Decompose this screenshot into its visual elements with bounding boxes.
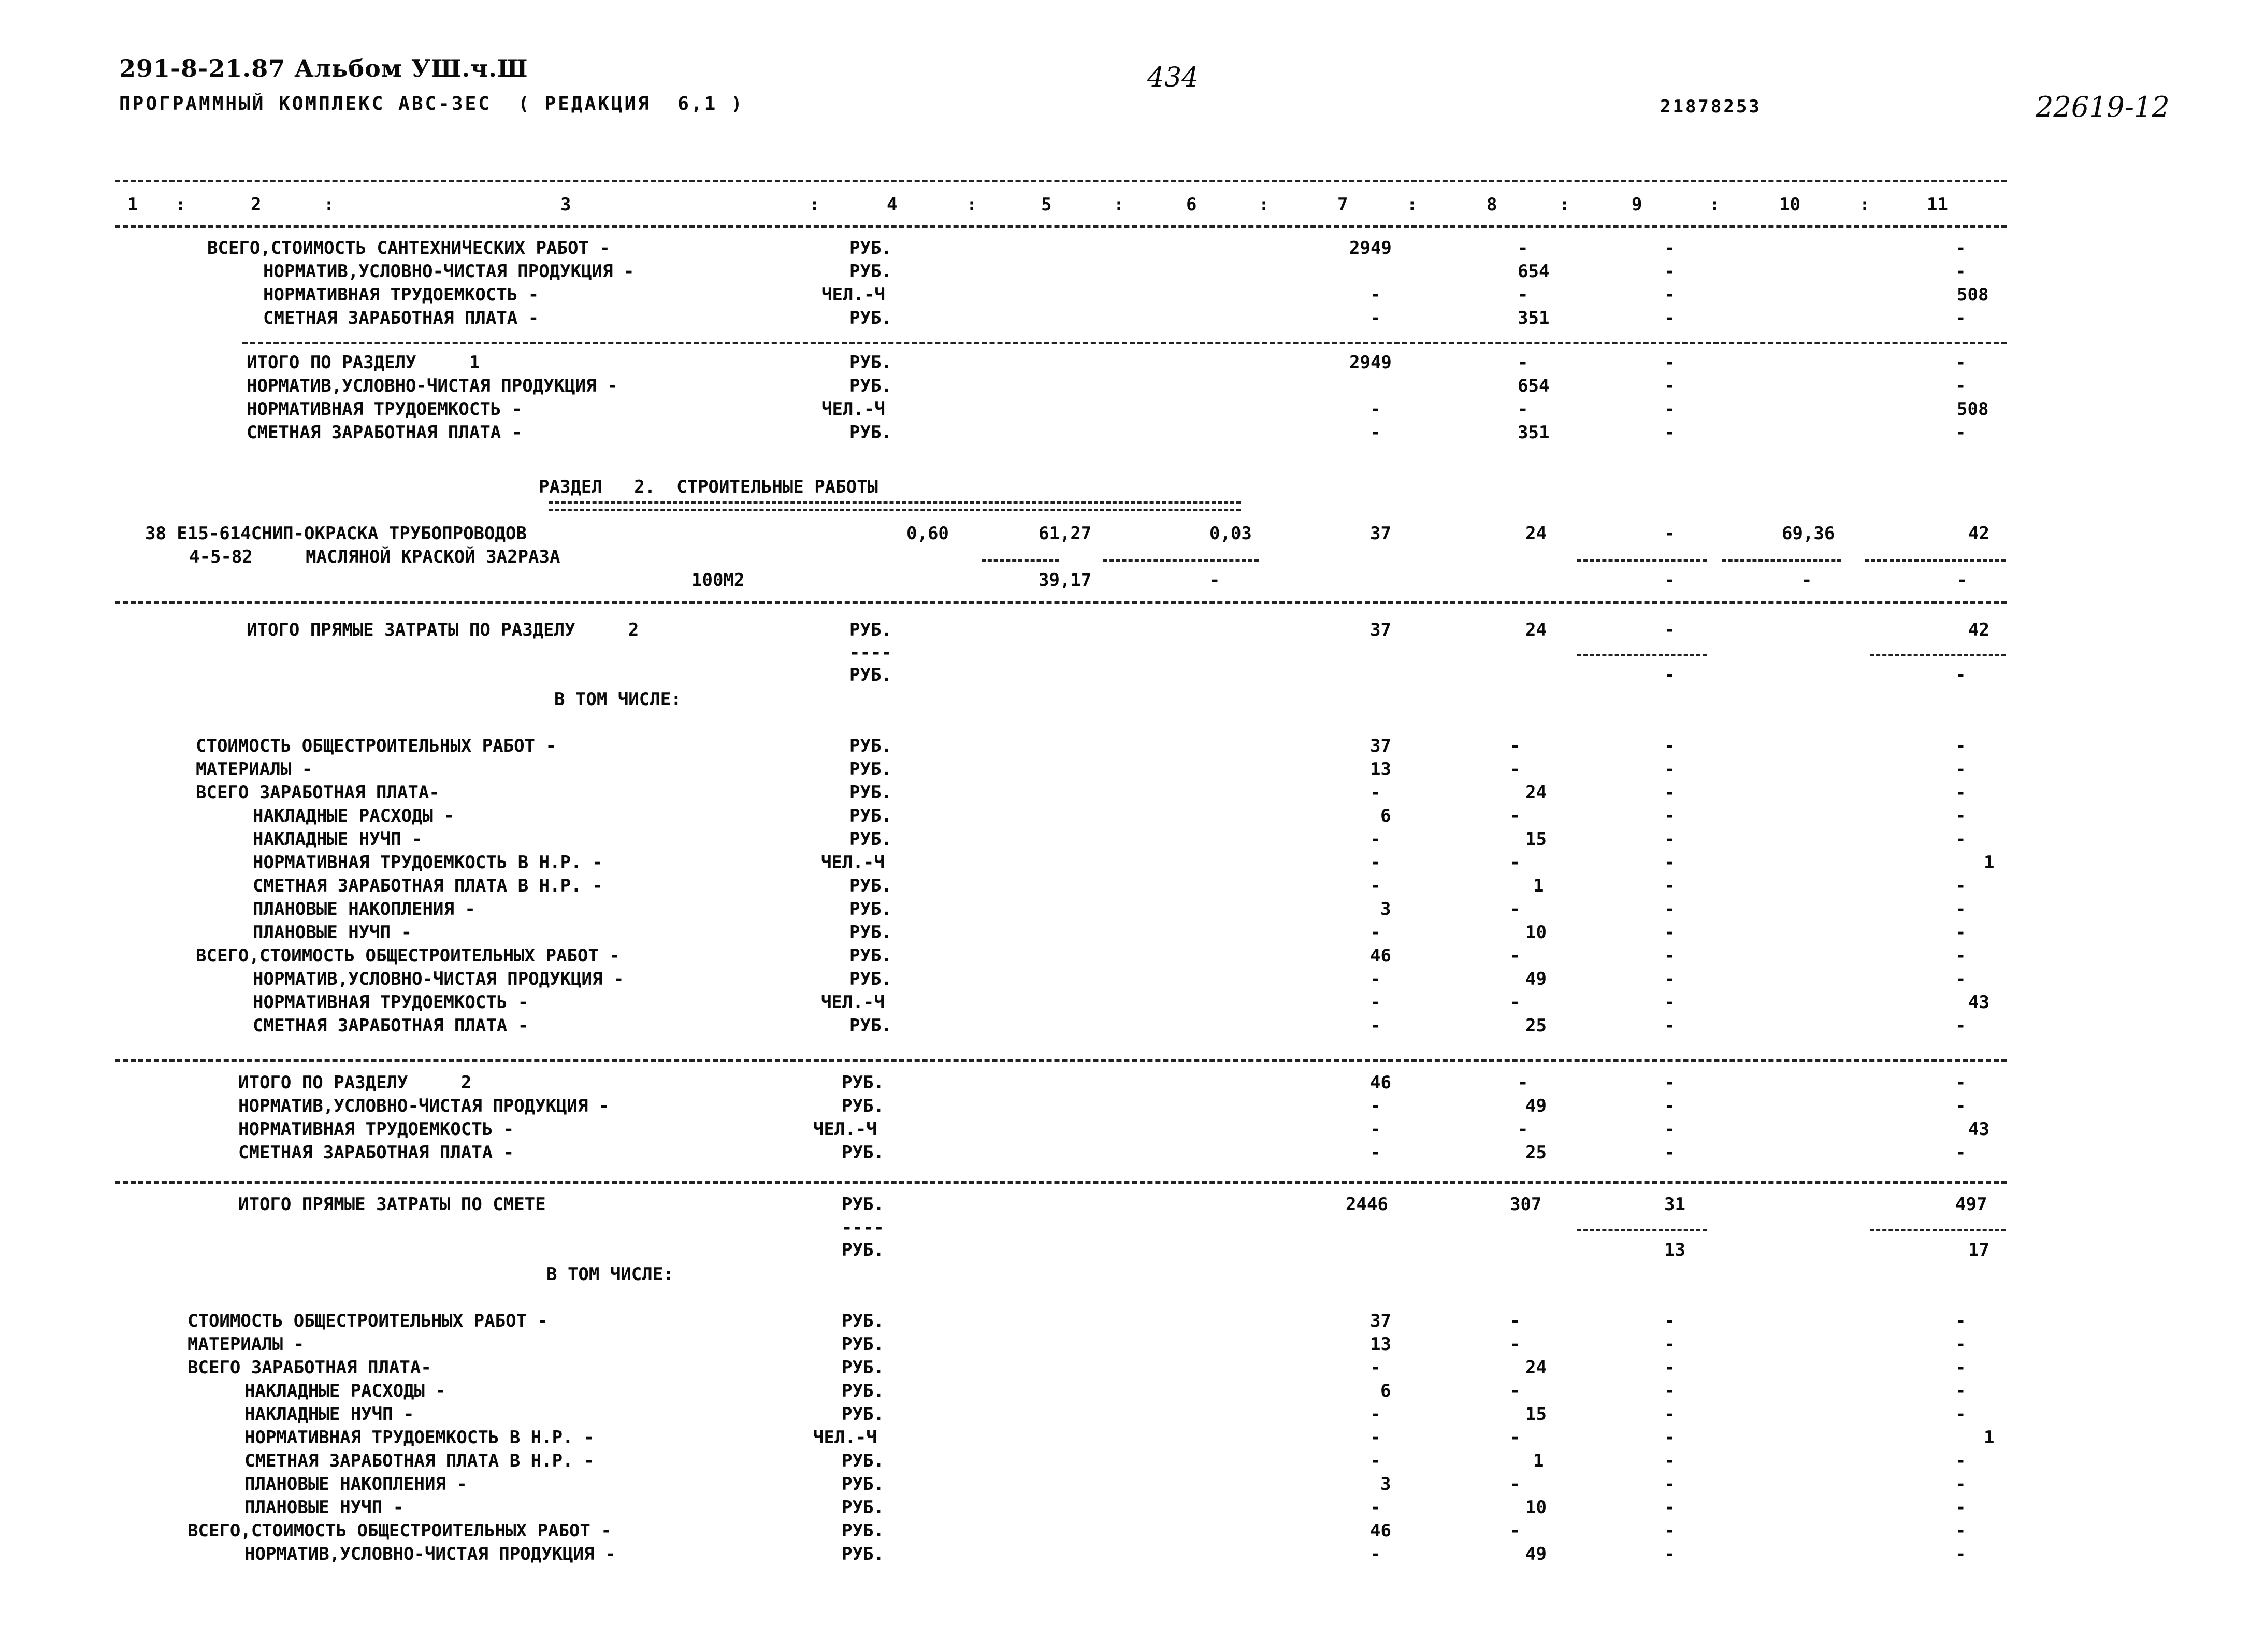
table-row: ИТОГО ПРЯМЫЕ ЗАТРАТЫ ПО СМЕТЕ РУБ. 2446 307 31 497: [238, 1194, 1987, 1215]
column-number: 7: [1337, 194, 1348, 215]
header-bottom-rule: [115, 225, 2007, 228]
breakdown-row: НОРМАТИВНАЯ ТРУДОЕМКОСТЬ В Н.Р. - ЧЕЛ.-Ч - - - 1: [244, 1427, 1995, 1448]
breakdown-row: НАКЛАДНЫЕ НУЧП - РУБ. - 15 - -: [253, 829, 1966, 850]
table-top-rule: [115, 180, 2007, 182]
column-number: 4: [887, 194, 898, 215]
table-row: РУБ. 13 17: [842, 1240, 1989, 1260]
column-separator: :: [1559, 194, 1570, 215]
estimate-position-row: 100М2 39,17 - - - -: [691, 570, 1968, 591]
table-row: НОРМАТИВНАЯ ТРУДОЕМКОСТЬ - ЧЕЛ.-Ч - - - 508: [247, 399, 1989, 420]
section-rule: [115, 1059, 2007, 1062]
estimate-position-row: 4-5-82 МАСЛЯНОЙ КРАСКОЙ ЗА2РАЗА: [189, 547, 560, 567]
breakdown-row: МАТЕРИАЛЫ - РУБ. 13 - - -: [188, 1334, 1966, 1355]
column-number: 3: [560, 194, 571, 215]
table-row: НОРМАТИВНАЯ ТРУДОЕМКОСТЬ - ЧЕЛ.-Ч - - - 508: [263, 284, 1989, 305]
table-row: ИТОГО ПО РАЗДЕЛУ 2 РУБ. 46 - - -: [238, 1072, 1966, 1093]
column-separator: :: [1114, 194, 1124, 215]
column-number: 2: [251, 194, 262, 215]
estimate-position-row: 38 Е15-614СНИП-ОКРАСКА ТРУБОПРОВОДОВ 0,60 61,27 0,03 37 24 - 69,36 42: [145, 523, 1989, 544]
subheading: В ТОМ ЧИСЛЕ:: [554, 689, 682, 710]
column-separator: :: [967, 194, 977, 215]
table-row: ИТОГО ПРЯМЫЕ ЗАТРАТЫ ПО РАЗДЕЛУ 2 РУБ. 37 24 - 42: [247, 620, 1989, 640]
breakdown-row: ПЛАНОВЫЕ НАКОПЛЕНИЯ - РУБ. 3 - - -: [244, 1474, 1966, 1495]
section-heading-double-rule: [549, 501, 1241, 511]
table-row: СМЕТНАЯ ЗАРАБОТНАЯ ПЛАТА - РУБ. - 25 - -: [238, 1142, 1966, 1163]
breakdown-row: НОРМАТИВ,УСЛОВНО-ЧИСТАЯ ПРОДУКЦИЯ - РУБ. - 49 - -: [253, 969, 1966, 989]
table-row: РУБ. - -: [849, 665, 1966, 685]
section-heading: РАЗДЕЛ 2. СТРОИТЕЛЬНЫЕ РАБОТЫ: [539, 477, 878, 497]
breakdown-row: НОРМАТИВ,УСЛОВНО-ЧИСТАЯ ПРОДУКЦИЯ - РУБ. - 49 - -: [244, 1544, 1966, 1564]
breakdown-row: НОРМАТИВНАЯ ТРУДОЕМКОСТЬ В Н.Р. - ЧЕЛ.-Ч - - - 1: [253, 852, 1995, 873]
column-separator: :: [1709, 194, 1720, 215]
breakdown-row: СМЕТНАЯ ЗАРАБОТНАЯ ПЛАТА В Н.Р. - РУБ. - 1 - -: [244, 1450, 1966, 1471]
column-separator: :: [809, 194, 820, 215]
column-number: 5: [1041, 194, 1052, 215]
document-code: 21878253: [1660, 96, 1762, 117]
program-line: ПРОГРАММНЫЙ КОМПЛЕКС АВС-3ЕС ( РЕДАКЦИЯ 6,1 ): [119, 93, 744, 114]
column-number: 9: [1632, 194, 1642, 215]
table-row: СМЕТНАЯ ЗАРАБОТНАЯ ПЛАТА - РУБ. - 351 - -: [263, 308, 1966, 328]
table-row: ВСЕГО,СТОИМОСТЬ САНТЕХНИЧЕСКИХ РАБОТ - РУБ. 2949 - - -: [207, 238, 1966, 258]
estimate-page: 291-8-21.87 Альбом УШ.ч.Ш ПРОГРАММНЫЙ КОМПЛЕКС АВС-3ЕС ( РЕДАКЦИЯ 6,1 ) 434 21878253 22619-12 1 : 2 : 3 : 4 : 5 : 6 : 7 : 8 : 9 : 10 : 11 ВСЕГО,СТОИМОСТЬ САНТЕХНИЧЕСКИХ РАБОТ - РУБ. 2949 - - - НОРМАТИВ,УСЛОВНО-ЧИСТАЯ ПРОДУКЦИЯ - РУБ. 654 - - НОРМАТИВНАЯ ТРУДОЕМКОСТЬ - ЧЕЛ.-Ч - - - 508 СМЕТНАЯ ЗАРАБОТНАЯ ПЛАТА - РУБ. - 351 - - ИТОГО ПО РАЗДЕЛУ 1 РУБ. 2949 - - - НОРМАТИВ,УСЛОВНО-ЧИСТАЯ ПРОДУКЦИЯ - РУБ. 654 - - НОРМАТИВНАЯ ТРУДОЕМКОСТЬ - ЧЕЛ.-Ч - - - 508 СМЕТНАЯ ЗАРАБОТНАЯ ПЛАТА - РУБ. - 351 - - РАЗДЕЛ 2. СТРОИТЕЛЬНЫЕ РАБОТЫ 38 Е15-614СНИП-ОКРАСКА ТРУБОПРОВОДОВ 0,60 61,27 0,03 37 24 - 69,36 42 4-5-82 МАСЛЯНОЙ КРАСКОЙ ЗА2РАЗА 100М2 39,17 - - - - ИТОГО ПРЯМЫЕ ЗАТРАТЫ ПО РАЗДЕЛУ 2 РУБ. 37 24 - 42 ---- РУБ. - - В ТОМ ЧИСЛЕ: СТОИМОСТЬ ОБЩЕСТРОИТЕЛЬНЫХ РАБОТ - РУБ. 37 - - - МАТЕРИАЛЫ - РУБ. 13 - - - ВСЕГО ЗАРАБОТНАЯ ПЛАТА- РУБ. - 24 - - НАКЛАДНЫЕ РАСХОДЫ - РУБ. 6 - - - НАКЛАДНЫЕ НУЧП - РУБ. - 15 - - НОРМАТИВНАЯ ТРУДОЕМКОСТЬ В Н.Р. - ЧЕЛ.-Ч - - - 1 СМЕТНАЯ ЗАРАБОТНАЯ ПЛАТА В Н.Р. - РУБ. - 1 - - ПЛАНОВЫЕ НАКОПЛЕНИЯ - РУБ. 3 - - - ПЛАНОВЫЕ НУЧП - РУБ. - 10 - - ВСЕГО,СТОИМОСТЬ ОБЩЕСТРОИТЕЛЬНЫХ РАБОТ - РУБ. 46 - - - НОРМАТИВ,УСЛОВНО-ЧИСТАЯ ПРОДУКЦИЯ - РУБ. - 49 - - НОРМАТИВНАЯ ТРУДОЕМКОСТЬ - ЧЕЛ.-Ч - - - 43 СМЕТНАЯ ЗАРАБОТНАЯ ПЛАТА - РУБ. - 25 - - ИТОГО ПО РАЗДЕЛУ 2 РУБ. 46 - - - НОРМАТИВ,УСЛОВНО-ЧИСТАЯ ПРОДУКЦИЯ - РУБ. - 49 - - НОРМАТИВНАЯ ТРУДОЕМКОСТЬ - ЧЕЛ.-Ч - - - 43 СМЕТНАЯ ЗАРАБОТНАЯ ПЛАТА - РУБ. - 25 - - ИТОГО ПРЯМЫЕ ЗАТРАТЫ ПО СМЕТЕ РУБ. 2446 307 31 497 ---- РУБ. 13 17 В ТОМ ЧИСЛЕ: СТОИМОСТЬ ОБЩЕСТРОИТЕЛЬНЫХ РАБОТ - РУБ. 37 - - - МАТЕРИАЛЫ - РУБ. 13 - - - ВСЕГО ЗАРАБОТНАЯ ПЛАТА- РУБ. - 24 - - НАКЛАДНЫЕ РАСХОДЫ - РУБ. 6 - - - НАКЛАДНЫЕ НУЧП - РУБ. - 15 - - НОРМАТИВНАЯ ТРУДОЕМКОСТЬ В Н.Р. - ЧЕЛ.-Ч - - - 1 СМЕТНАЯ ЗАРАБОТНАЯ ПЛАТА В Н.Р. - РУБ. - 1 - - ПЛАНОВЫЕ НАКОПЛЕНИЯ - РУБ. 3 - - - ПЛАНОВЫЕ НУЧП - РУБ. - 10 - - ВСЕГО,СТОИМОСТЬ ОБЩЕСТРОИТЕЛЬНЫХ РАБОТ - РУБ. 46 - - - НОРМАТИВ,УСЛОВНО-ЧИСТАЯ ПРОДУКЦИЯ - РУБ. - 49 - -: [0, 0, 2264, 1652]
column-separator: :: [1259, 194, 1270, 215]
breakdown-row: ВСЕГО,СТОИМОСТЬ ОБЩЕСТРОИТЕЛЬНЫХ РАБОТ - РУБ. 46 - - -: [188, 1520, 1966, 1541]
column-number: 6: [1186, 194, 1197, 215]
breakdown-row: НОРМАТИВНАЯ ТРУДОЕМКОСТЬ - ЧЕЛ.-Ч - - - 43: [253, 992, 1989, 1013]
breakdown-row: ВСЕГО ЗАРАБОТНАЯ ПЛАТА- РУБ. - 24 - -: [196, 782, 1966, 803]
breakdown-row: СМЕТНАЯ ЗАРАБОТНАЯ ПЛАТА - РУБ. - 25 - -: [253, 1015, 1966, 1036]
breakdown-row: ПЛАНОВЫЕ НУЧП - РУБ. - 10 - -: [253, 922, 1966, 943]
section-rule: [242, 342, 2007, 344]
breakdown-row: ПЛАНОВЫЕ НУЧП - РУБ. - 10 - -: [244, 1497, 1966, 1518]
subheading: В ТОМ ЧИСЛЕ:: [546, 1264, 674, 1285]
section-rule: [115, 1181, 2007, 1184]
breakdown-row: ВСЕГО,СТОИМОСТЬ ОБЩЕСТРОИТЕЛЬНЫХ РАБОТ - РУБ. 46 - - -: [196, 945, 1966, 966]
breakdown-row: НАКЛАДНЫЕ РАСХОДЫ - РУБ. 6 - - -: [244, 1381, 1966, 1401]
column-header-row: [0, 194, 2264, 218]
position-bottom-rule: [115, 601, 2007, 604]
table-row: СМЕТНАЯ ЗАРАБОТНАЯ ПЛАТА - РУБ. - 351 - -: [247, 422, 1966, 443]
handwritten-page-number: 434: [1147, 62, 1199, 93]
breakdown-row: СТОИМОСТЬ ОБЩЕСТРОИТЕЛЬНЫХ РАБОТ - РУБ. 37 - - -: [188, 1311, 1966, 1331]
column-number: 8: [1487, 194, 1497, 215]
breakdown-row: ВСЕГО ЗАРАБОТНАЯ ПЛАТА- РУБ. - 24 - -: [188, 1357, 1966, 1378]
breakdown-row: СМЕТНАЯ ЗАРАБОТНАЯ ПЛАТА В Н.Р. - РУБ. - 1 - -: [253, 875, 1966, 896]
table-row: НОРМАТИВ,УСЛОВНО-ЧИСТАЯ ПРОДУКЦИЯ - РУБ. 654 - -: [247, 376, 1966, 396]
column-separator: :: [1859, 194, 1870, 215]
column-number: 1: [127, 194, 138, 215]
handwritten-sheet-code: 22619-12: [2036, 91, 2170, 123]
column-number: 10: [1779, 194, 1800, 215]
table-row: ИТОГО ПО РАЗДЕЛУ 1 РУБ. 2949 - - -: [247, 352, 1966, 373]
breakdown-row: ПЛАНОВЫЕ НАКОПЛЕНИЯ - РУБ. 3 - - -: [253, 899, 1966, 920]
column-number: 11: [1927, 194, 1948, 215]
column-separator: :: [175, 194, 186, 215]
breakdown-row: СТОИМОСТЬ ОБЩЕСТРОИТЕЛЬНЫХ РАБОТ - РУБ. 37 - - -: [196, 736, 1966, 756]
table-row: НОРМАТИВ,УСЛОВНО-ЧИСТАЯ ПРОДУКЦИЯ - РУБ. 654 - -: [263, 261, 1966, 282]
table-row: НОРМАТИВНАЯ ТРУДОЕМКОСТЬ - ЧЕЛ.-Ч - - - 43: [238, 1119, 1989, 1140]
breakdown-row: МАТЕРИАЛЫ - РУБ. 13 - - -: [196, 759, 1966, 780]
album-reference: 291-8-21.87 Альбом УШ.ч.Ш: [119, 54, 528, 82]
breakdown-row: НАКЛАДНЫЕ НУЧП - РУБ. - 15 - -: [244, 1404, 1966, 1425]
column-separator: :: [324, 194, 335, 215]
table-row: НОРМАТИВ,УСЛОВНО-ЧИСТАЯ ПРОДУКЦИЯ - РУБ. - 49 - -: [238, 1096, 1966, 1116]
breakdown-row: НАКЛАДНЫЕ РАСХОДЫ - РУБ. 6 - - -: [253, 806, 1966, 826]
column-separator: :: [1407, 194, 1418, 215]
